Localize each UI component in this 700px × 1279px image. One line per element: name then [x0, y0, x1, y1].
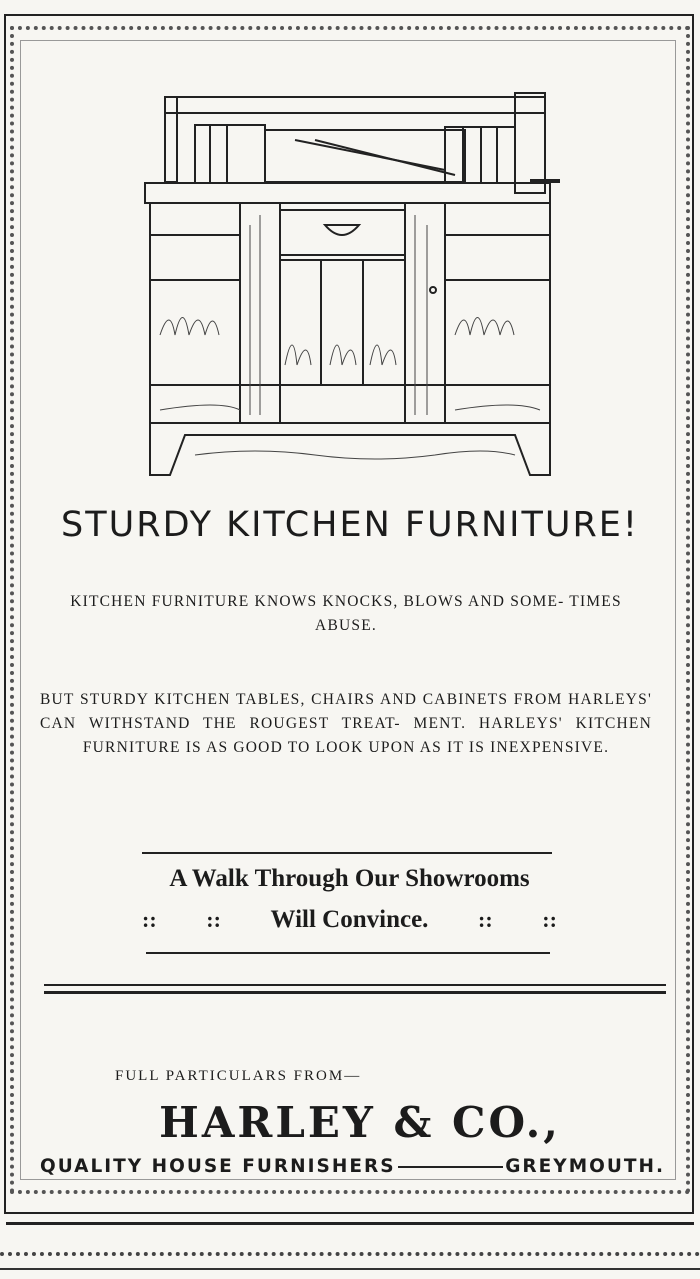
showroom-line-1: A Walk Through Our Showrooms [169, 865, 530, 892]
particulars-label: FULL PARTICULARS FROM— [115, 1068, 362, 1084]
dot-ornament: :: [142, 907, 157, 932]
bottom-rule [6, 1222, 694, 1225]
tagline-dash [398, 1166, 504, 1168]
tagline [40, 1156, 665, 1177]
body-paragraph: BUT STURDY KITCHEN TABLES, CHAIRS AND CABINETS FROM HARLEYS' CAN WITHSTAND THE ROUGEST TREAT- MENT. HARLEYS' KITCHEN FURNITURE IS AS GOOD TO LOOK UPON AS IT IS INEXPENSIVE. [40, 691, 652, 756]
dot-ornament: :: [478, 907, 493, 932]
showroom-rule-bottom [146, 952, 550, 954]
tagline-right: GREYMOUTH. [505, 1156, 665, 1177]
company-name: HARLEY & CO., [159, 1098, 561, 1147]
bottom-dotted-rule [0, 1252, 700, 1256]
dot-ornament: :: [542, 907, 557, 932]
tagline-left: QUALITY HOUSE FURNISHERS [40, 1156, 396, 1177]
counter-top [145, 183, 550, 203]
bottom-rule [0, 1268, 700, 1270]
section-divider [44, 984, 666, 986]
showroom-line-2 [142, 906, 557, 934]
cabinet-drawer [280, 210, 405, 255]
showroom-line-2-text: Will Convince. [270, 906, 429, 933]
top-rail [165, 97, 545, 113]
cabinet-base [150, 423, 550, 475]
kitchen-cabinet-illustration [135, 85, 565, 485]
section-divider [44, 991, 666, 994]
headline: STURDY KITCHEN FURNITURE! [61, 505, 639, 545]
dot-ornament: :: [206, 907, 221, 932]
showroom-rule-top [142, 852, 552, 854]
intro-paragraph: KITCHEN FURNITURE KNOWS KNOCKS, BLOWS AND SOME- TIMES ABUSE. [70, 593, 622, 634]
mirror-panel [265, 130, 465, 182]
